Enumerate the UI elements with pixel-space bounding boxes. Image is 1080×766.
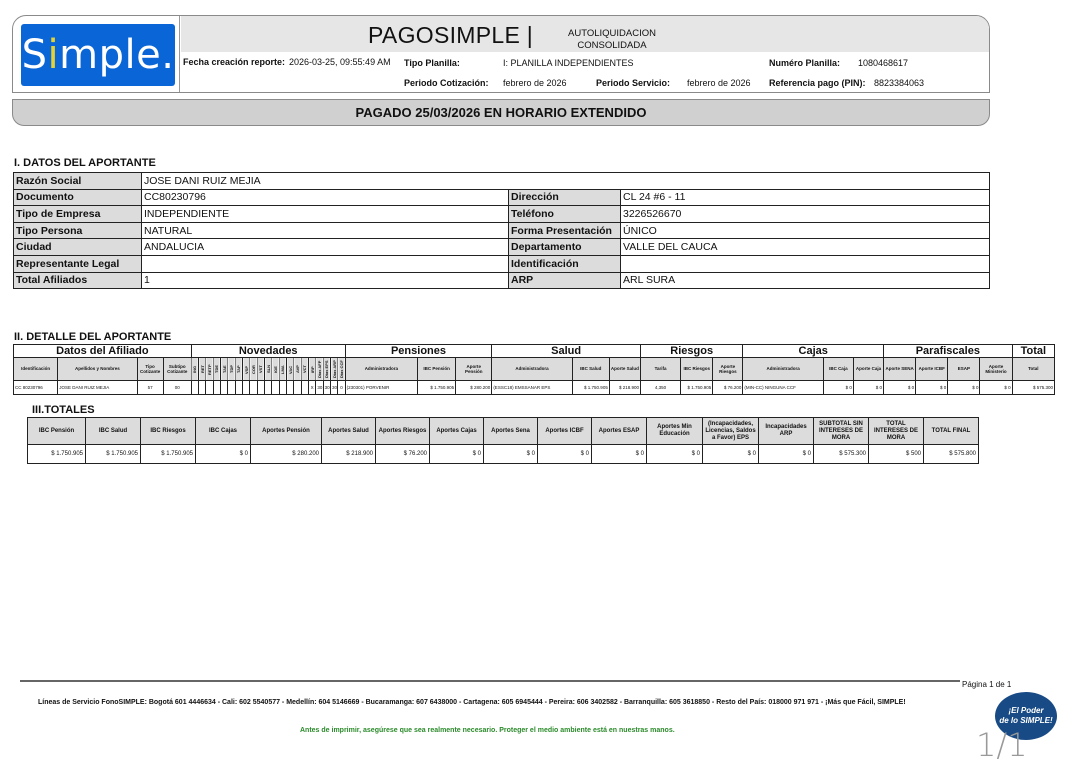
table-cell [265,381,272,395]
column-header: Días ARP [331,358,338,381]
totales-header: Incapacidades ARP [759,418,814,445]
table-cell [228,381,235,395]
table-row [14,239,990,256]
table-cell: $ 0 [853,381,883,395]
totales-value: $ 76.200 [376,445,430,464]
column-header: IBC Salud [572,358,609,381]
table-row [14,173,990,190]
table-cell [257,381,264,395]
field-value: 1 [142,272,509,289]
table-cell: $ 1.750.905 [681,381,713,395]
column-header: Días AFP [316,358,323,381]
numero-planilla-value: 1080468617 [858,58,909,68]
table-cell: 30 [331,381,338,395]
column-header: Aporte SENA [884,358,916,381]
totales-header: Aportes Min Educación [647,418,703,445]
table-cell: (ESSC18) EMSSANAR EPS [492,381,572,395]
column-header: Administradora [743,358,823,381]
totales-value: $ 1.750.905 [28,445,86,464]
field-label: Tipo Persona [14,222,142,239]
column-header: Tipo Cotizante [137,358,163,381]
field-value [621,255,990,272]
logo-cell [13,16,180,93]
paid-banner: PAGADO 25/03/2026 EN HORARIO EXTENDIDO [12,99,990,126]
table-cell: 57 [137,381,163,395]
totales-header: (Incapacidades, Licencias, Saldos a Favor) EPS [703,418,759,445]
field-value: ANDALUCIA [142,239,509,256]
detalle-section-title: II. DETALLE DEL APORTANTE [14,331,172,343]
page-counter: 1/1 [976,726,1028,764]
table-cell: (MIN-CC) NINGUNA CCF [743,381,823,395]
totales-value: $ 1.750.905 [86,445,141,464]
table-row [14,222,990,239]
totales-value: $ 575.800 [924,445,979,464]
column-header: Administradora [492,358,572,381]
column-header: Total [1012,358,1054,381]
totales-header: Aportes Riesgos [376,418,430,445]
column-header: TAE [221,358,228,381]
totales-value: $ 0 [647,445,703,464]
totales-value: $ 0 [430,445,484,464]
column-header: Días CCF [338,358,345,381]
totales-section-title: III.TOTALES [32,404,95,416]
table-cell: (230301) PORVENIR [345,381,417,395]
table-cell: $ 0 [980,381,1012,395]
column-header: IRP [309,358,316,381]
numero-planilla-label: Numéro Planilla: [769,58,841,68]
field-label: Forma Presentación [509,222,621,239]
column-header: RET [199,358,206,381]
field-value: ÚNICO [621,222,990,239]
field-value: INDEPENDIENTE [142,206,509,223]
table-cell [235,381,242,395]
table-cell: $ 1.750.905 [572,381,609,395]
column-header: VSP [243,358,250,381]
column-header: VAC [287,358,294,381]
totales-header: IBC Salud [86,418,141,445]
totales-value: $ 1.750.905 [141,445,196,464]
table-cell [199,381,206,395]
field-label: Teléfono [509,206,621,223]
totales-header: Aportes ESAP [592,418,647,445]
totales-header: TOTAL FINAL [924,418,979,445]
column-header: TDP [228,358,235,381]
table-cell [301,381,308,395]
fecha-label: Fecha creación reporte: [183,57,286,67]
totales-value: $ 0 [592,445,647,464]
table-cell: $ 76.200 [713,381,743,395]
table-cell: $ 0 [884,381,916,395]
table-cell: $ 0 [823,381,853,395]
table-row [14,206,990,223]
column-header: TDE [213,358,220,381]
table-cell: $ 218.900 [609,381,640,395]
table-cell [206,381,213,395]
column-header: VST [257,358,264,381]
table-cell: 0 [338,381,345,395]
table-cell [191,381,198,395]
table-cell [294,381,301,395]
field-value: ARL SURA [621,272,990,289]
group-header: Parafiscales [884,345,1013,358]
column-header: AVP [294,358,301,381]
group-header: Pensiones [345,345,492,358]
periodo-cotizacion-label: Periodo Cotización: [404,78,489,88]
simple-logo [21,24,175,86]
table-cell: 00 [163,381,191,395]
table-cell [213,381,220,395]
datos-section-title: I. DATOS DEL APORTANTE [14,157,156,169]
table-row [14,272,990,289]
column-header: IBC Pensión [417,358,455,381]
table-cell: 30 [316,381,323,395]
group-header: Salud [492,345,641,358]
column-header-row [14,358,1055,381]
column-header: RETP [206,358,213,381]
group-header: Riesgos [640,345,742,358]
totales-header: Aportes ICBF [538,418,592,445]
referencia-label: Referencia pago (PIN): [769,78,866,88]
column-header: Apellidos y Nombres [58,358,137,381]
column-header: ESAP [948,358,980,381]
column-header: Aporte Salud [609,358,640,381]
group-header: Cajas [743,345,884,358]
column-header: Días EPS [323,358,330,381]
totales-header: Aportes Pensión [251,418,322,445]
razon-social-value: JOSE DANI RUIZ MEJIA [142,173,990,190]
table-cell: $ 0 [948,381,980,395]
field-value: CC80230796 [142,189,509,206]
table-cell: X [309,381,316,395]
periodo-cotizacion-value: febrero de 2026 [503,78,567,88]
column-header: VCT [301,358,308,381]
totales-header: Aportes Sena [484,418,538,445]
column-header: Aporte Riesgos [713,358,743,381]
totales-value: $ 0 [759,445,814,464]
column-header: IGE [272,358,279,381]
column-header: SLN [265,358,272,381]
totales-header: Aportes Cajas [430,418,484,445]
periodo-servicio-label: Periodo Servicio: [596,78,671,88]
column-header: COR [250,358,257,381]
totales-value: $ 280.200 [251,445,322,464]
table-cell [250,381,257,395]
tipo-planilla-label: Tipo Planilla: [404,58,460,68]
table-cell: $ 280.200 [456,381,492,395]
column-header: Aporte ICBF [916,358,948,381]
field-value [142,255,509,272]
table-cell: 4,350 [640,381,680,395]
field-value: 3226526670 [621,206,990,223]
footer-divider [20,680,1010,682]
column-header: Administradora [345,358,417,381]
service-lines: Líneas de Servicio FonoSIMPLE: Bogotá 601 4446634 - Cali: 602 5540577 - Medellín: 604 5146669 - Bucaramanga: 607 6438000 - Cartagena: 605 6945444 - Pereira: 606 3402582 - Barranquilla: 605 3618850 - Resto del País: 018000 971 971 - ¡Más que Fácil, SIMPLE! [38,699,906,706]
totales-value: $ 0 [703,445,759,464]
table-row [14,381,1055,395]
group-header: Novedades [191,345,345,358]
group-header-row [14,345,1055,358]
field-value: VALLE DEL CAUCA [621,239,990,256]
totales-value: $ 0 [484,445,538,464]
column-header: Aporte Ministerio [980,358,1012,381]
group-header: Total [1012,345,1054,358]
datos-aportante-table [13,172,990,289]
field-label: Departamento [509,239,621,256]
totales-header: IBC Riesgos [141,418,196,445]
column-header: Aporte Pensión [456,358,492,381]
table-row [14,255,990,272]
totales-value: $ 0 [538,445,592,464]
column-header: LMA [279,358,286,381]
table-cell: JOSE DANI RUIZ MEJIA [58,381,137,395]
field-label: Representante Legal [14,255,142,272]
totales-value: $ 575.300 [814,445,869,464]
table-cell [272,381,279,395]
column-header-row [28,418,979,445]
page-subtitle: AUTOLIQUIDACION CONSOLIDADA [568,28,656,51]
group-header: Datos del Afiliado [14,345,192,358]
logo-text: Simple. [21,32,175,78]
column-header: IBC Caja [823,358,853,381]
column-header: Subtipo Cotizante [163,358,191,381]
field-value: NATURAL [142,222,509,239]
column-header: Identificación [14,358,58,381]
field-label: Ciudad [14,239,142,256]
column-header: IBC Riesgos [681,358,713,381]
table-row [28,445,979,464]
column-header: ING [191,358,198,381]
column-header: Tarifa [640,358,680,381]
field-label: Total Afiliados [14,272,142,289]
tipo-planilla-value: I: PLANILLA INDEPENDIENTES [503,58,634,68]
page-title: PAGOSIMPLE | [368,22,534,48]
poder-simple-badge: ¡El Poder de lo SIMPLE! [995,692,1057,740]
totales-value: $ 218.900 [322,445,376,464]
razon-social-label: Razón Social [14,173,142,190]
table-cell [243,381,250,395]
field-label: Identificación [509,255,621,272]
totales-table [27,417,979,464]
detalle-aportante-table [13,344,1055,395]
table-row [14,189,990,206]
totales-value: $ 500 [869,445,924,464]
field-value: CL 24 #6 - 11 [621,189,990,206]
table-cell: $ 0 [916,381,948,395]
totales-header: SUBTOTAL SIN INTERESES DE MORA [814,418,869,445]
field-label: Tipo de Empresa [14,206,142,223]
fecha-value: 2026-03-25, 09:55:49 AM [289,57,391,67]
totales-header: IBC Cajas [196,418,251,445]
page-number: Página 1 de 1 [962,680,1012,689]
table-cell [287,381,294,395]
periodo-servicio-value: febrero de 2026 [687,78,751,88]
totales-header: IBC Pensión [28,418,86,445]
column-header: Aporte Caja [853,358,883,381]
field-label: Documento [14,189,142,206]
table-cell [221,381,228,395]
column-header: TAP [235,358,242,381]
table-cell: 30 [323,381,330,395]
environment-note: Antes de imprimir, asegúrese que sea realmente necesario. Proteger el medio ambiente está en nuestras manos. [300,727,675,734]
referencia-value: 8823384063 [874,78,925,88]
report-header [12,15,990,93]
totales-header: TOTAL INTERESES DE MORA [869,418,924,445]
totales-header: Aportes Salud [322,418,376,445]
totales-value: $ 0 [196,445,251,464]
table-cell: CC 80230796 [14,381,58,395]
table-cell [279,381,286,395]
field-label: Dirección [509,189,621,206]
field-label: ARP [509,272,621,289]
table-cell: $ 575.300 [1012,381,1054,395]
table-cell: $ 1.750.905 [417,381,455,395]
